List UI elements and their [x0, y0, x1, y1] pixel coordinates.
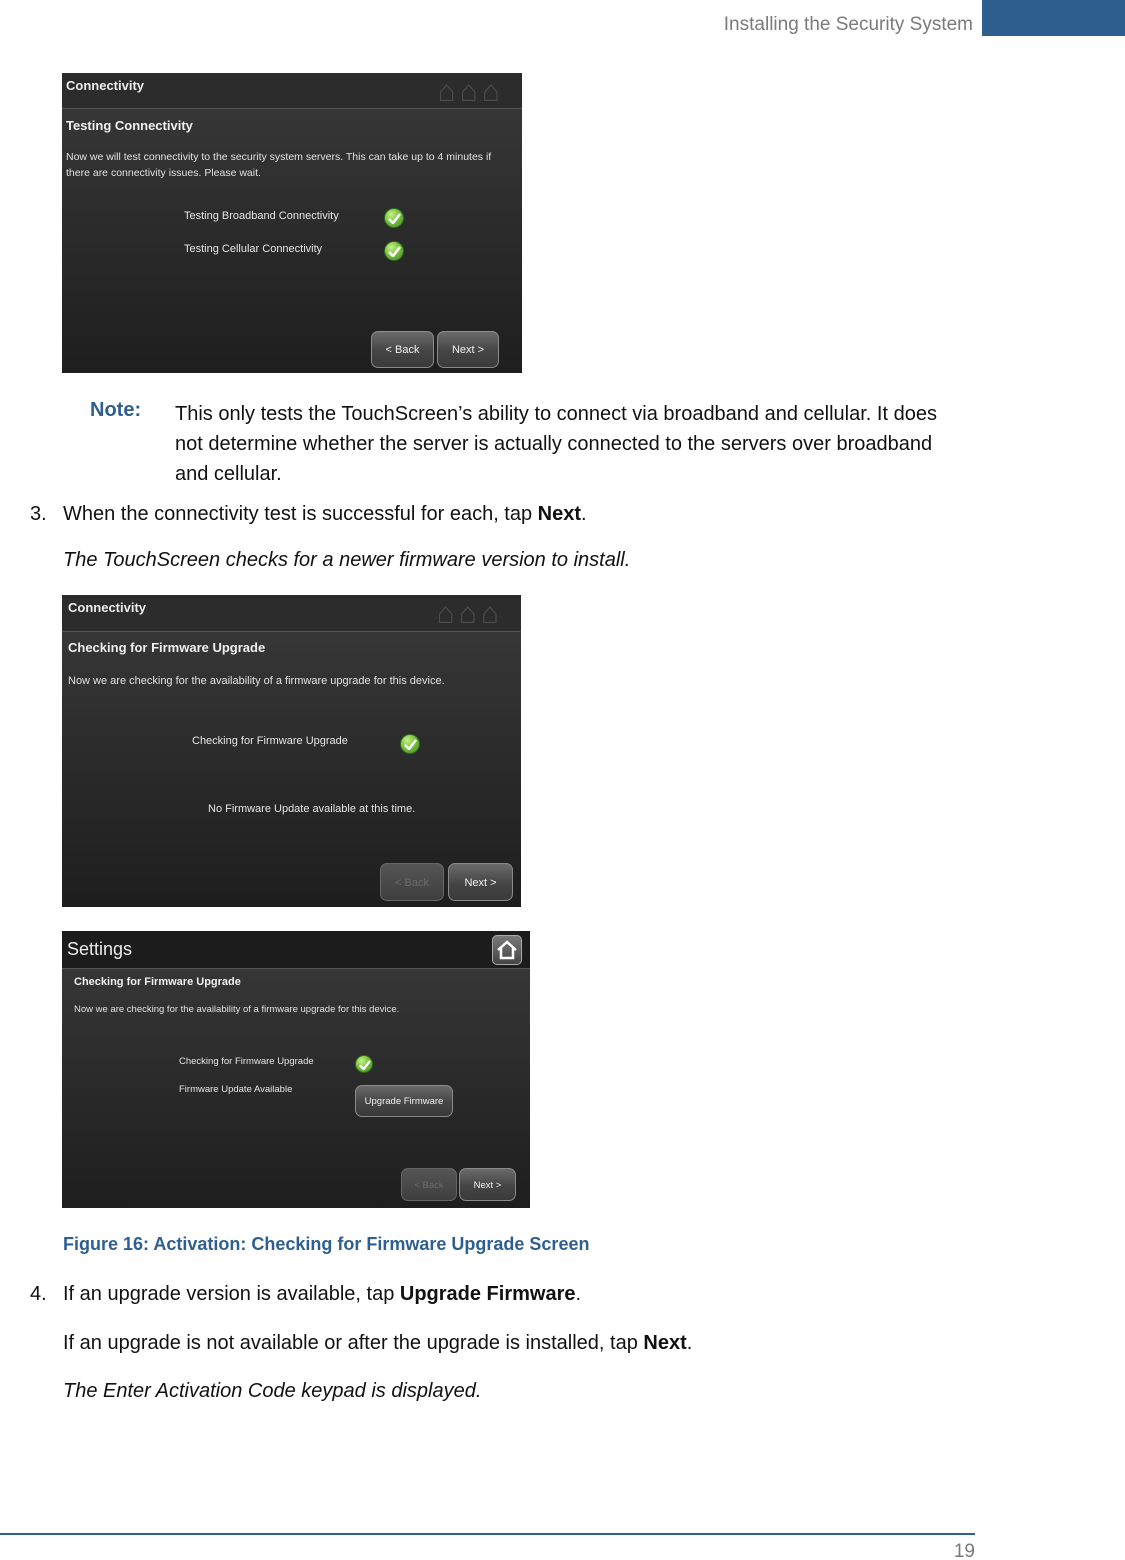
screen-titlebar: [62, 595, 521, 632]
running-header: Installing the Security System: [723, 14, 973, 35]
screen-subtitle: Checking for Firmware Upgrade: [74, 976, 241, 988]
step-4-post: .: [575, 1283, 582, 1305]
firmware-check-icon: [400, 734, 420, 754]
page-number: 19: [953, 1541, 975, 1560]
upgrade-firmware-button[interactable]: Upgrade Firmware: [355, 1085, 453, 1117]
step-3-bold: Next: [537, 503, 582, 525]
screen-title: Connectivity: [66, 78, 145, 93]
step-number: 4.: [30, 1283, 47, 1305]
step-4-line2-bold: Next: [643, 1332, 687, 1354]
next-button[interactable]: Next >: [437, 331, 499, 368]
screen-subtitle: Testing Connectivity: [66, 118, 193, 133]
step-4-line2-post: .: [686, 1332, 693, 1354]
back-button[interactable]: < Back: [401, 1168, 457, 1201]
firmware-status-text: No Firmware Update available at this time.: [208, 803, 416, 815]
note-text: This only tests the TouchScreen’s ability to connect via broadband and cellular. It does not determine whether the server is actually connected to the servers over broadband and cellular.: [175, 403, 937, 485]
settings-firmware-screenshot: [62, 931, 530, 1208]
back-button[interactable]: < Back: [380, 863, 444, 901]
note-label: Note:: [90, 399, 142, 421]
step-4-text: [63, 1279, 581, 1309]
home-button[interactable]: [492, 935, 522, 965]
screen-titlebar: [62, 73, 522, 109]
firmware-check-icon: [355, 1055, 373, 1073]
house-logo-icon: ⌂⌂⌂: [436, 597, 503, 630]
screen-title: Settings: [67, 939, 133, 959]
firmware-check-label: Checking for Firmware Upgrade: [179, 1056, 314, 1067]
step-3-result: The TouchScreen checks for a newer firmware version to install.: [63, 549, 631, 571]
figure-caption: Figure 16: Activation: Checking for Firmware Upgrade Screen: [63, 1234, 590, 1254]
broadband-test-label: Testing Broadband Connectivity: [184, 210, 339, 222]
screen-description: Now we will test connectivity to the security system servers. This can take up to 4 minutes if there are connectivity issues. Please wait.: [66, 151, 492, 179]
house-logo-icon: ⌂⌂⌂: [437, 75, 504, 108]
back-button[interactable]: < Back: [371, 331, 434, 368]
screen-description: Now we are checking for the availability of a firmware upgrade for this device.: [68, 675, 445, 687]
broadband-check-icon: [384, 208, 404, 228]
step-3-text: [63, 499, 587, 529]
screen-title: Connectivity: [68, 600, 147, 615]
cellular-test-label: Testing Cellular Connectivity: [184, 243, 323, 255]
step-3-post: .: [581, 503, 587, 525]
cellular-check-icon: [384, 241, 404, 261]
home-icon: [493, 936, 521, 964]
next-button[interactable]: Next >: [448, 863, 513, 901]
step-4-line2-pre: If an upgrade is not available or after the upgrade is installed, tap: [63, 1332, 644, 1354]
step-3-pre: When the connectivity test is successful for each, tap: [63, 503, 538, 525]
footer-rule: [0, 1533, 975, 1535]
firmware-available-label: Firmware Update Available: [179, 1084, 293, 1095]
screen-description: Now we are checking for the availability of a firmware upgrade for this device.: [74, 1004, 400, 1015]
firmware-check-label: Checking for Firmware Upgrade: [192, 735, 348, 747]
step-4-line2: [63, 1328, 692, 1358]
step-4-result: The Enter Activation Code keypad is displayed.: [63, 1380, 482, 1402]
step-number: 3.: [30, 503, 47, 525]
next-button[interactable]: Next >: [459, 1168, 516, 1201]
connectivity-screenshot: [62, 73, 522, 373]
firmware-check-screenshot: [62, 595, 521, 907]
header-accent-bar: [982, 0, 1125, 36]
screen-titlebar: [62, 931, 530, 969]
step-4-bold: Upgrade Firmware: [399, 1283, 576, 1305]
step-4-pre: If an upgrade version is available, tap: [63, 1283, 400, 1305]
screen-subtitle: Checking for Firmware Upgrade: [68, 640, 266, 655]
